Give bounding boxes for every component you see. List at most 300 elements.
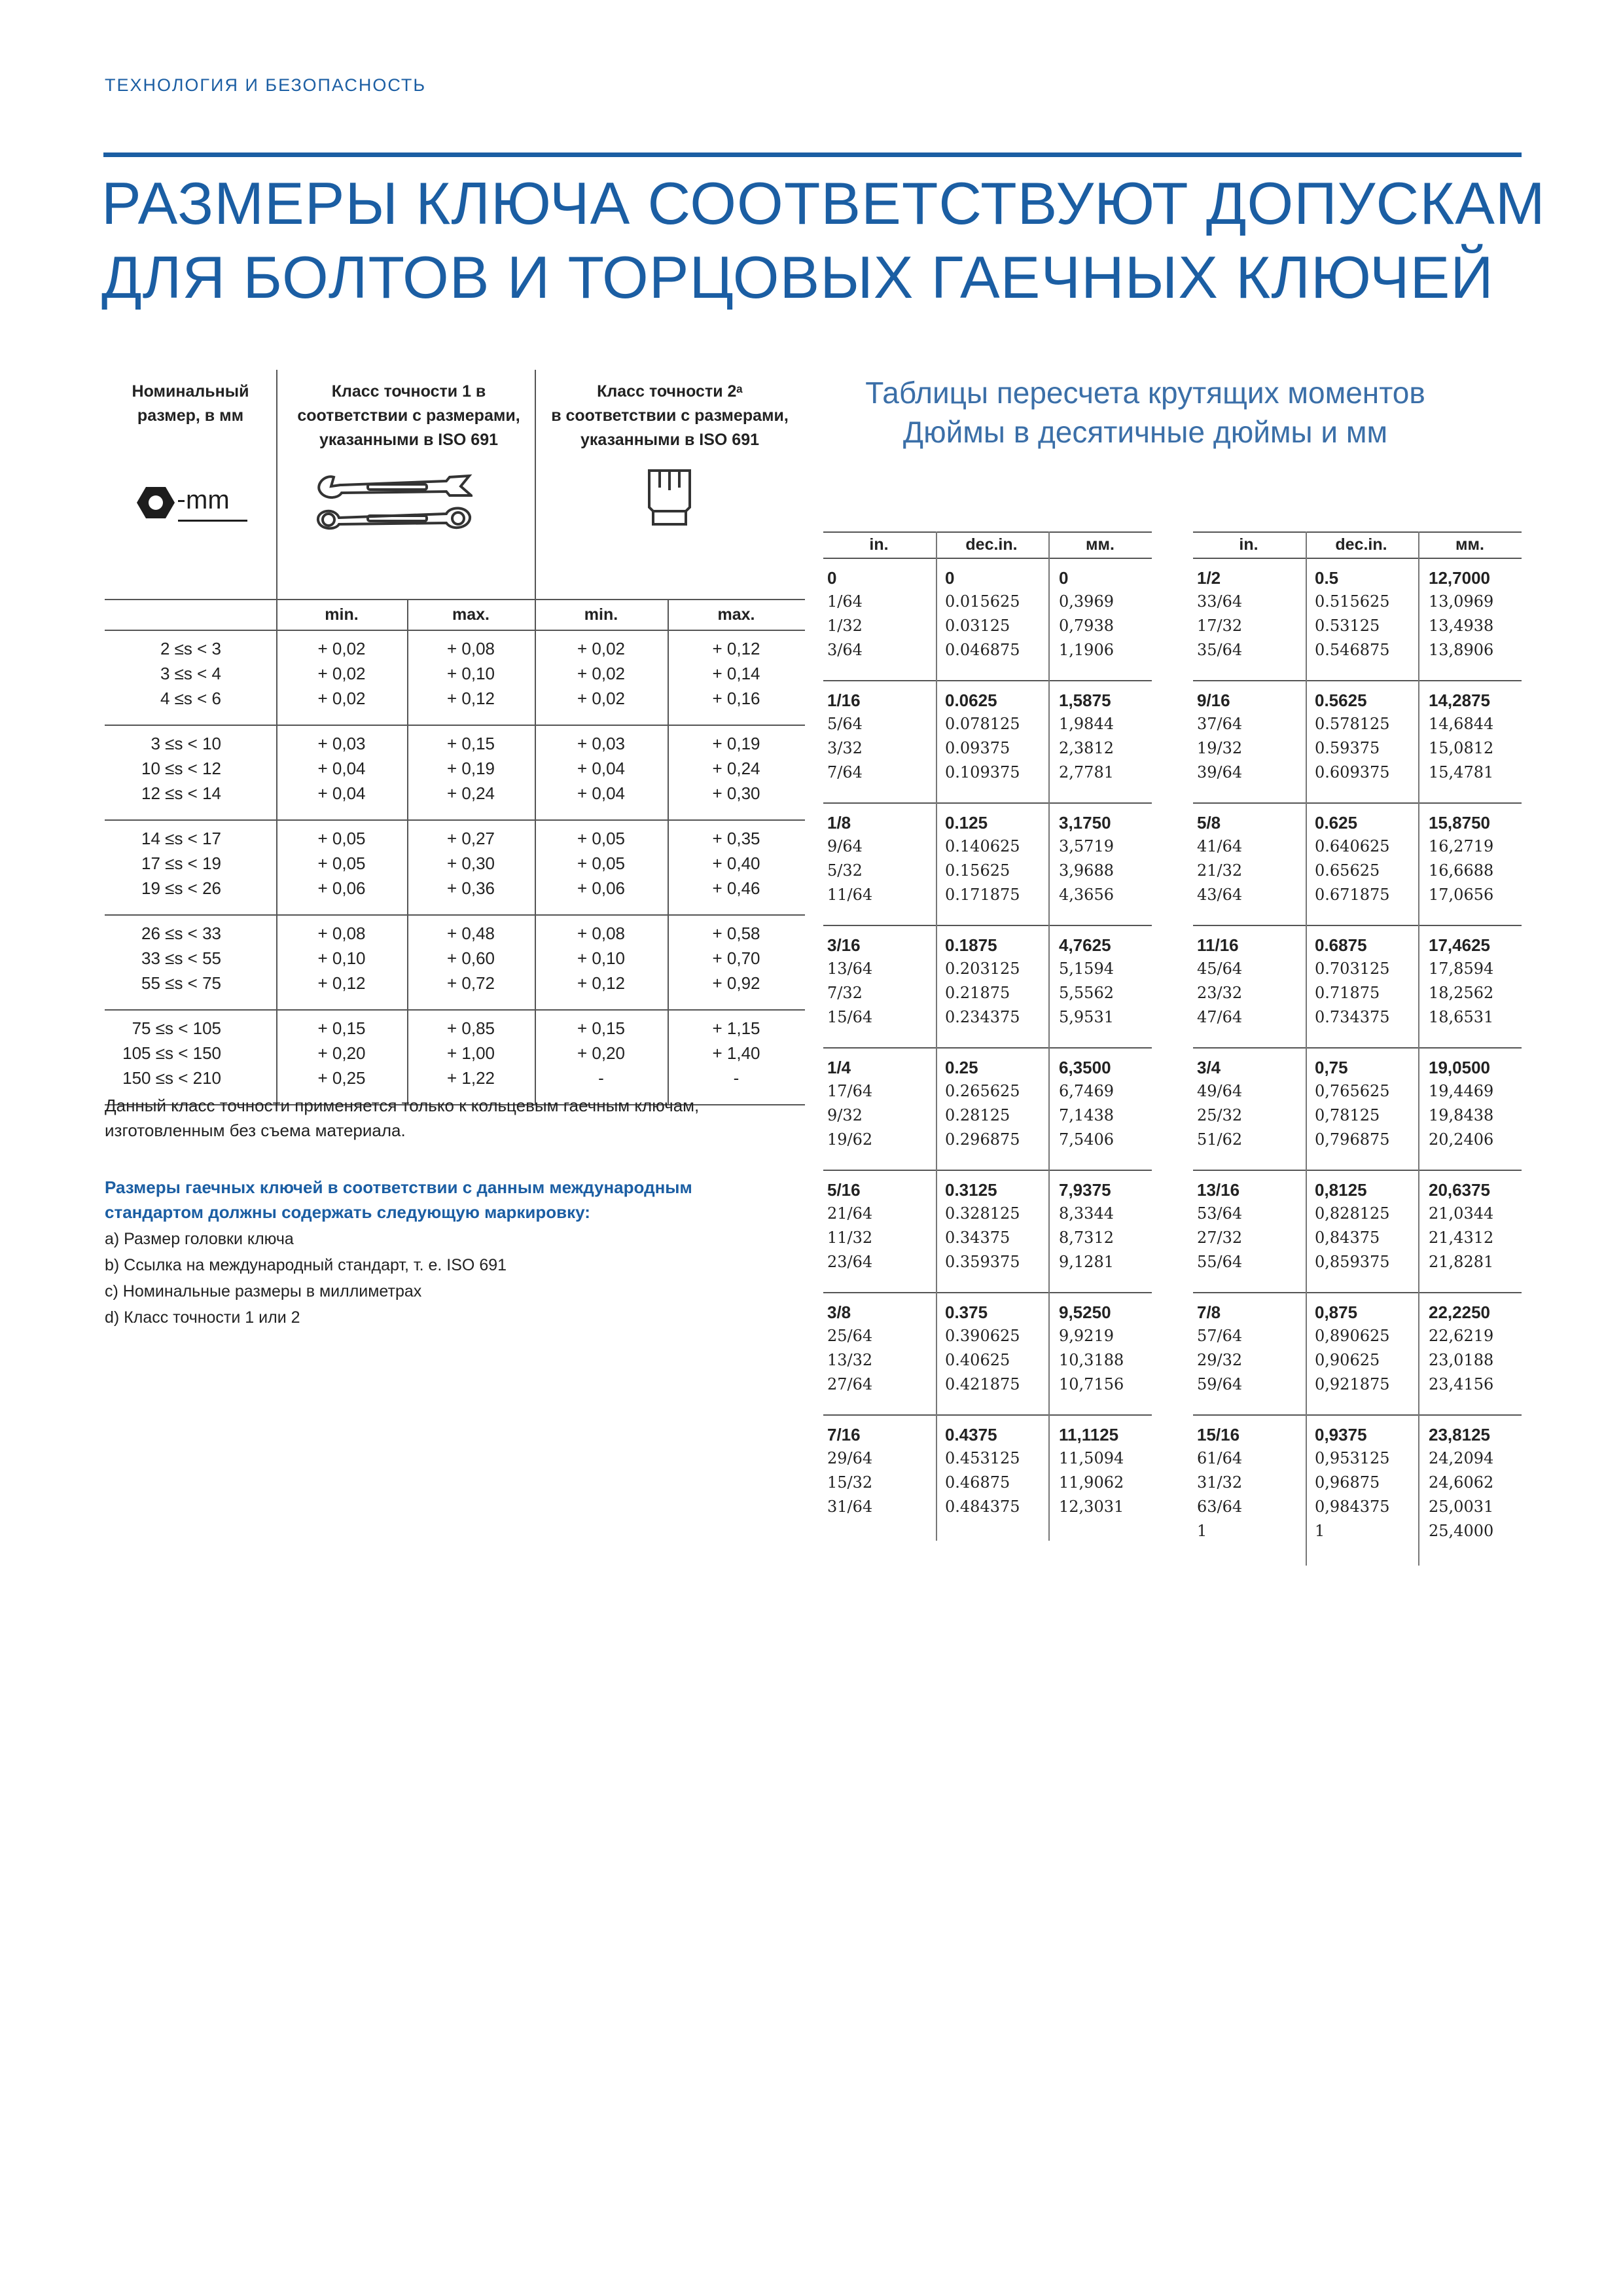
tolerance-group: [105, 821, 805, 916]
class1-max: + 0,10: [446, 664, 495, 683]
class1-max: + 1,00: [446, 1043, 495, 1063]
tolerance-group: [105, 726, 805, 821]
inch-fraction: 3/8: [827, 1302, 851, 1322]
inch-fraction: 11/64: [827, 886, 873, 904]
class1-min: + 0,03: [317, 734, 366, 753]
inch-fraction: 1: [1197, 1522, 1207, 1540]
unit-label: mm: [186, 486, 230, 514]
decimal-inch: 0,96875: [1315, 1473, 1380, 1492]
marking-list: [105, 1226, 507, 1331]
table-row: [1193, 763, 1522, 787]
class1-min: + 0,15: [317, 1018, 366, 1038]
table-row: [823, 837, 1152, 861]
millimetres: 3,5719: [1059, 837, 1114, 855]
conversion-group: [823, 1049, 1152, 1171]
inch-fraction: 17/64: [827, 1082, 873, 1100]
table-row: [1193, 1351, 1522, 1375]
millimetres: 20,2406: [1429, 1130, 1494, 1149]
class1-min: + 0,04: [317, 759, 366, 778]
inch-fraction: 27/64: [827, 1375, 873, 1393]
inch-fraction: 7/16: [827, 1425, 861, 1444]
decimal-inch: 0.203125: [945, 960, 1020, 978]
head-dec-in: dec.in.: [965, 535, 1018, 554]
inch-fraction: 19/32: [1197, 739, 1243, 757]
table-row: [823, 1058, 1152, 1082]
decimal-inch: 0.53125: [1315, 617, 1380, 635]
conversion-group: [1193, 804, 1522, 926]
conversion-group: [1193, 559, 1522, 681]
decimal-inch: 0.296875: [945, 1130, 1020, 1149]
class1-min: + 0,10: [317, 948, 366, 968]
millimetres: 10,7156: [1059, 1375, 1124, 1393]
table-row: [1193, 1106, 1522, 1130]
table-row: [105, 664, 805, 689]
millimetres: 3,9688: [1059, 861, 1114, 880]
inch-fraction: 21/32: [1197, 861, 1243, 880]
millimetres: 2,7781: [1059, 763, 1114, 781]
class2-min: + 0,05: [577, 829, 625, 848]
table-row: [1193, 1204, 1522, 1229]
class2-max: + 0,12: [712, 639, 760, 658]
millimetres: 8,3344: [1059, 1204, 1114, 1223]
decimal-inch: 0,796875: [1315, 1130, 1390, 1149]
sub-max-1: max.: [452, 605, 490, 624]
inch-fraction: 1/64: [827, 592, 863, 611]
inch-fraction: 5/16: [827, 1180, 861, 1200]
inch-fraction: 15/64: [827, 1008, 873, 1026]
conversion-group: [1193, 681, 1522, 804]
combination-wrench-icon: [315, 467, 473, 532]
decimal-inch: 1: [1315, 1522, 1325, 1540]
inch-fraction: 7/32: [827, 984, 863, 1002]
class2-max: + 1,15: [712, 1018, 760, 1038]
inch-fraction: 25/64: [827, 1327, 873, 1345]
table-row: [1193, 935, 1522, 960]
class2-max: + 0,24: [712, 759, 760, 778]
table-row: [105, 639, 805, 664]
class2-max: + 0,16: [712, 689, 760, 708]
millimetres: 22,6219: [1429, 1327, 1494, 1345]
nominal-size: 17 ≤s < 19: [141, 853, 221, 873]
inch-fraction: 11/16: [1197, 935, 1239, 955]
millimetres: 21,0344: [1429, 1204, 1494, 1223]
table-row: [823, 617, 1152, 641]
class2-min: + 0,04: [577, 783, 625, 803]
col-class1-line: соответствии с размерами,: [297, 406, 520, 425]
class2-max: + 0,70: [712, 948, 760, 968]
millimetres: 14,6844: [1429, 715, 1494, 733]
marking-heading: Размеры гаечных ключей в соответствии с данным международным стандартом должны содержать следующую маркировку:: [105, 1177, 692, 1222]
decimal-inch: 0.234375: [945, 1008, 1020, 1026]
table-row: [823, 813, 1152, 837]
decimal-inch: 0.359375: [945, 1253, 1020, 1271]
millimetres: 6,7469: [1059, 1082, 1114, 1100]
millimetres: 4,3656: [1059, 886, 1114, 904]
decimal-inch: 0,890625: [1315, 1327, 1390, 1345]
inch-fraction: 59/64: [1197, 1375, 1243, 1393]
decimal-inch: 0,875: [1315, 1302, 1358, 1322]
decimal-inch: 0.34375: [945, 1229, 1010, 1247]
class1-max: + 0,12: [446, 689, 495, 708]
nominal-size: 14 ≤s < 17: [141, 829, 221, 848]
inch-fraction: 25/32: [1197, 1106, 1243, 1124]
conversion-group: [823, 559, 1152, 681]
head-mm: мм.: [1086, 535, 1115, 554]
decimal-inch: 0.390625: [945, 1327, 1020, 1345]
conversion-title-line1: Таблицы пересчета крутящих моментов: [865, 376, 1425, 410]
conversion-group: [823, 1293, 1152, 1416]
table-row: [1193, 1082, 1522, 1106]
table-row: [105, 759, 805, 783]
decimal-inch: 0,9375: [1315, 1425, 1367, 1444]
decimal-inch: 0.453125: [945, 1449, 1020, 1467]
millimetres: 9,5250: [1059, 1302, 1111, 1322]
inch-fraction: 11/32: [827, 1229, 873, 1247]
millimetres: 25,4000: [1429, 1522, 1494, 1540]
table-row: [1193, 568, 1522, 592]
table-row: [823, 960, 1152, 984]
inch-fraction: 13/64: [827, 960, 873, 978]
col-class1-header: [276, 380, 541, 452]
table-row: [823, 1008, 1152, 1032]
table-row: [105, 924, 805, 948]
inch-fraction: 31/32: [1197, 1473, 1243, 1492]
decimal-inch: 0,78125: [1315, 1106, 1380, 1124]
millimetres: 18,2562: [1429, 984, 1494, 1002]
millimetres: 9,1281: [1059, 1253, 1114, 1271]
class1-max: + 0,72: [446, 973, 495, 993]
decimal-inch: 0.171875: [945, 886, 1020, 904]
decimal-inch: 0.078125: [945, 715, 1020, 733]
decimal-inch: 0.671875: [1315, 886, 1390, 904]
millimetres: 13,4938: [1429, 617, 1494, 635]
millimetres: 21,4312: [1429, 1229, 1494, 1247]
table-row: [1193, 1229, 1522, 1253]
millimetres: 18,6531: [1429, 1008, 1494, 1026]
class2-max: + 0,92: [712, 973, 760, 993]
millimetres: 13,8906: [1429, 641, 1494, 659]
table-row: [1193, 1425, 1522, 1449]
table-row: [1193, 1130, 1522, 1155]
class2-max: + 0,58: [712, 924, 760, 943]
millimetres: 19,8438: [1429, 1106, 1494, 1124]
decimal-inch: 0.65625: [1315, 861, 1380, 880]
conversion-body: [1193, 559, 1522, 1562]
conversion-header: [1193, 531, 1522, 559]
decimal-inch: 0.015625: [945, 592, 1020, 611]
inch-fraction: 45/64: [1197, 960, 1243, 978]
table-row: [105, 878, 805, 903]
millimetres: 7,1438: [1059, 1106, 1114, 1124]
class1-max: + 0,60: [446, 948, 495, 968]
millimetres: 6,3500: [1059, 1058, 1111, 1077]
class2-min: + 0,05: [577, 853, 625, 873]
class1-max: + 0,19: [446, 759, 495, 778]
conversion-group: [1193, 926, 1522, 1049]
decimal-inch: 0,765625: [1315, 1082, 1390, 1100]
millimetres: 13,0969: [1429, 592, 1494, 611]
decimal-inch: 0.4375: [945, 1425, 997, 1444]
tolerance-group: [105, 916, 805, 1011]
decimal-inch: 0,84375: [1315, 1229, 1380, 1247]
table-row: [823, 1425, 1152, 1449]
inch-fraction: 5/64: [827, 715, 863, 733]
inch-fraction: 53/64: [1197, 1204, 1243, 1223]
nominal-size: 19 ≤s < 26: [141, 878, 221, 898]
nominal-size: 26 ≤s < 33: [141, 924, 221, 943]
decimal-inch: 0.640625: [1315, 837, 1390, 855]
class1-min: + 0,12: [317, 973, 366, 993]
millimetres: 15,4781: [1429, 763, 1494, 781]
decimal-inch: 0.21875: [945, 984, 1010, 1002]
sub-min-2: min.: [584, 605, 618, 624]
class2-min: + 0,10: [577, 948, 625, 968]
hex-nut-mm-icon: [136, 484, 247, 521]
inch-fraction: 7/8: [1197, 1302, 1221, 1322]
page-title: [101, 167, 1546, 315]
decimal-inch: 0.328125: [945, 1204, 1020, 1223]
decimal-inch: 0.0625: [945, 691, 997, 710]
table-row: [823, 935, 1152, 960]
decimal-inch: 0.40625: [945, 1351, 1010, 1369]
marking-item: b) Ссылка на международный стандарт, т. е. ISO 691: [105, 1256, 507, 1274]
table-row: [823, 1473, 1152, 1498]
class2-max: + 0,14: [712, 664, 760, 683]
inch-fraction: 43/64: [1197, 886, 1243, 904]
millimetres: 20,6375: [1429, 1180, 1490, 1200]
millimetres: 17,8594: [1429, 960, 1494, 978]
table-row: [823, 1375, 1152, 1399]
class1-max: + 0,15: [446, 734, 495, 753]
table-row: [105, 783, 805, 808]
sub-min-1: min.: [325, 605, 359, 624]
class1-min: + 0,04: [317, 783, 366, 803]
table-row: [105, 973, 805, 998]
inch-fraction: 1/32: [827, 617, 863, 635]
class1-min: + 0,06: [317, 878, 366, 898]
table-row: [823, 886, 1152, 910]
class2-max: -: [733, 1068, 740, 1088]
conversion-body: [823, 559, 1152, 1538]
millimetres: 10,3188: [1059, 1351, 1124, 1369]
inch-fraction: 29/64: [827, 1449, 873, 1467]
table-row: [1193, 1008, 1522, 1032]
millimetres: 23,8125: [1429, 1425, 1490, 1444]
table-row: [1193, 592, 1522, 617]
tolerance-table-body: [105, 631, 805, 1105]
class2-min: + 0,08: [577, 924, 625, 943]
decimal-inch: 0.03125: [945, 617, 1010, 635]
nominal-size: 10 ≤s < 12: [141, 759, 221, 778]
class1-max: + 0,85: [446, 1018, 495, 1038]
millimetres: 12,7000: [1429, 568, 1490, 588]
nominal-size: 105 ≤s < 150: [122, 1043, 221, 1063]
decimal-inch: 0.25: [945, 1058, 978, 1077]
inch-fraction: 19/62: [827, 1130, 873, 1149]
class1-min: + 0,05: [317, 829, 366, 848]
table-row: [1193, 1058, 1522, 1082]
class2-max: + 0,30: [712, 783, 760, 803]
decimal-inch: 0,828125: [1315, 1204, 1390, 1223]
inch-fraction: 21/64: [827, 1204, 873, 1223]
inch-fraction: 61/64: [1197, 1449, 1243, 1467]
table-row: [1193, 691, 1522, 715]
nominal-size: 12 ≤s < 14: [141, 783, 221, 803]
table-row: [1193, 1302, 1522, 1327]
class1-min: + 0,05: [317, 853, 366, 873]
millimetres: 14,2875: [1429, 691, 1490, 710]
conversion-table-right: [1193, 531, 1522, 1562]
inch-fraction: 13/16: [1197, 1180, 1240, 1200]
table-row: [1193, 1253, 1522, 1277]
inch-fraction: 0: [827, 568, 837, 588]
class2-min: + 0,03: [577, 734, 625, 753]
col-class2-header: [535, 380, 805, 452]
table-row: [823, 641, 1152, 665]
col-class2-line: Класс точности 2ᵃ: [597, 382, 743, 401]
inch-fraction: 49/64: [1197, 1082, 1243, 1100]
conversion-header: [823, 531, 1152, 559]
class1-min: + 0,02: [317, 664, 366, 683]
table-row: [105, 1068, 805, 1093]
millimetres: 24,2094: [1429, 1449, 1494, 1467]
table-row: [823, 1351, 1152, 1375]
decimal-inch: 0.09375: [945, 739, 1010, 757]
hex-nut-icon: [136, 486, 175, 520]
millimetres: 3,1750: [1059, 813, 1111, 833]
inch-fraction: 15/32: [827, 1473, 873, 1492]
conversion-table-left: [823, 531, 1152, 1538]
conversion-group: [1193, 1049, 1522, 1171]
millimetres: 19,4469: [1429, 1082, 1494, 1100]
class1-max: + 1,22: [446, 1068, 495, 1088]
class1-max: + 0,08: [446, 639, 495, 658]
millimetres: 12,3031: [1059, 1498, 1124, 1516]
class1-min: + 0,20: [317, 1043, 366, 1063]
table-row: [1193, 1327, 1522, 1351]
class1-min: + 0,08: [317, 924, 366, 943]
table-row: [823, 984, 1152, 1008]
table-row: [823, 1302, 1152, 1327]
top-rule: [103, 152, 1522, 157]
inch-fraction: 1/4: [827, 1058, 851, 1077]
nominal-size: 55 ≤s < 75: [141, 973, 221, 993]
inch-fraction: 23/64: [827, 1253, 873, 1271]
table-row: [823, 1130, 1152, 1155]
millimetres: 5,9531: [1059, 1008, 1114, 1026]
col-nominal-line: Номинальный: [132, 382, 249, 401]
table-row: [1193, 837, 1522, 861]
decimal-inch: 0,75: [1315, 1058, 1348, 1077]
table-row: [1193, 1180, 1522, 1204]
class2-min: + 0,02: [577, 689, 625, 708]
inch-fraction: 1/8: [827, 813, 851, 833]
inch-fraction: 9/16: [1197, 691, 1230, 710]
class1-max: + 0,36: [446, 878, 495, 898]
inch-fraction: 51/62: [1197, 1130, 1243, 1149]
tolerance-subheader: [105, 600, 805, 630]
class1-min: + 0,25: [317, 1068, 366, 1088]
inch-fraction: 9/32: [827, 1106, 863, 1124]
millimetres: 9,9219: [1059, 1327, 1114, 1345]
table-row: [1193, 1449, 1522, 1473]
table-row: [823, 1327, 1152, 1351]
table-row: [823, 715, 1152, 739]
class2-min: + 0,02: [577, 664, 625, 683]
conversion-group: [823, 1416, 1152, 1538]
inch-fraction: 3/16: [827, 935, 861, 955]
sub-max-2: max.: [717, 605, 755, 624]
inch-fraction: 57/64: [1197, 1327, 1243, 1345]
inch-fraction: 3/32: [827, 739, 863, 757]
decimal-inch: 0.5625: [1315, 691, 1367, 710]
inch-fraction: 1/16: [827, 691, 861, 710]
tolerance-group: [105, 631, 805, 726]
conversion-group: [1193, 1416, 1522, 1562]
socket-icon: [645, 468, 694, 526]
inch-fraction: 41/64: [1197, 837, 1243, 855]
table-row: [1193, 715, 1522, 739]
class2-max: + 1,40: [712, 1043, 760, 1063]
table-row: [105, 1043, 805, 1068]
millimetres: 7,9375: [1059, 1180, 1111, 1200]
inch-fraction: 5/32: [827, 861, 863, 880]
inch-fraction: 23/32: [1197, 984, 1243, 1002]
table-row: [823, 691, 1152, 715]
inch-fraction: 3/4: [1197, 1058, 1221, 1077]
decimal-inch: 0.546875: [1315, 641, 1390, 659]
conversion-group: [1193, 1171, 1522, 1293]
class2-min: + 0,04: [577, 759, 625, 778]
page-title-line2: ДЛЯ БОЛТОВ И ТОРЦОВЫХ ГАЕЧНЫХ КЛЮЧЕЙ: [101, 245, 1494, 311]
nominal-size: 33 ≤s < 55: [141, 948, 221, 968]
head-mm: мм.: [1455, 535, 1484, 554]
millimetres: 2,3812: [1059, 739, 1114, 757]
col-class2-line: в соответствии с размерами,: [551, 406, 789, 425]
decimal-inch: 0.703125: [1315, 960, 1390, 978]
conversion-group: [823, 1171, 1152, 1293]
inch-fraction: 63/64: [1197, 1498, 1243, 1516]
inch-fraction: 29/32: [1197, 1351, 1243, 1369]
nominal-size: 75 ≤s < 105: [132, 1018, 221, 1038]
table-row: [823, 1498, 1152, 1522]
inch-fraction: 37/64: [1197, 715, 1243, 733]
tolerance-table-header: [105, 370, 805, 599]
table-row: [823, 1082, 1152, 1106]
table-row: [1193, 886, 1522, 910]
table-row: [1193, 1498, 1522, 1522]
decimal-inch: 0.1875: [945, 935, 997, 955]
table-row: [105, 948, 805, 973]
millimetres: 17,4625: [1429, 935, 1490, 955]
millimetres: 17,0656: [1429, 886, 1494, 904]
millimetres: 24,6062: [1429, 1473, 1494, 1492]
table-row: [1193, 1522, 1522, 1546]
table-row: [105, 734, 805, 759]
col-class2-line: указанными в ISO 691: [580, 431, 760, 449]
class1-max: + 0,48: [446, 924, 495, 943]
nominal-size: 150 ≤s < 210: [122, 1068, 221, 1088]
millimetres: 7,5406: [1059, 1130, 1114, 1149]
table-row: [823, 1106, 1152, 1130]
table-row: [1193, 813, 1522, 837]
table-row: [1193, 641, 1522, 665]
decimal-inch: 0,859375: [1315, 1253, 1390, 1271]
table-row: [1193, 861, 1522, 886]
table-row: [1193, 1375, 1522, 1399]
nominal-size: 4 ≤s < 6: [160, 689, 221, 708]
table-row: [1193, 984, 1522, 1008]
